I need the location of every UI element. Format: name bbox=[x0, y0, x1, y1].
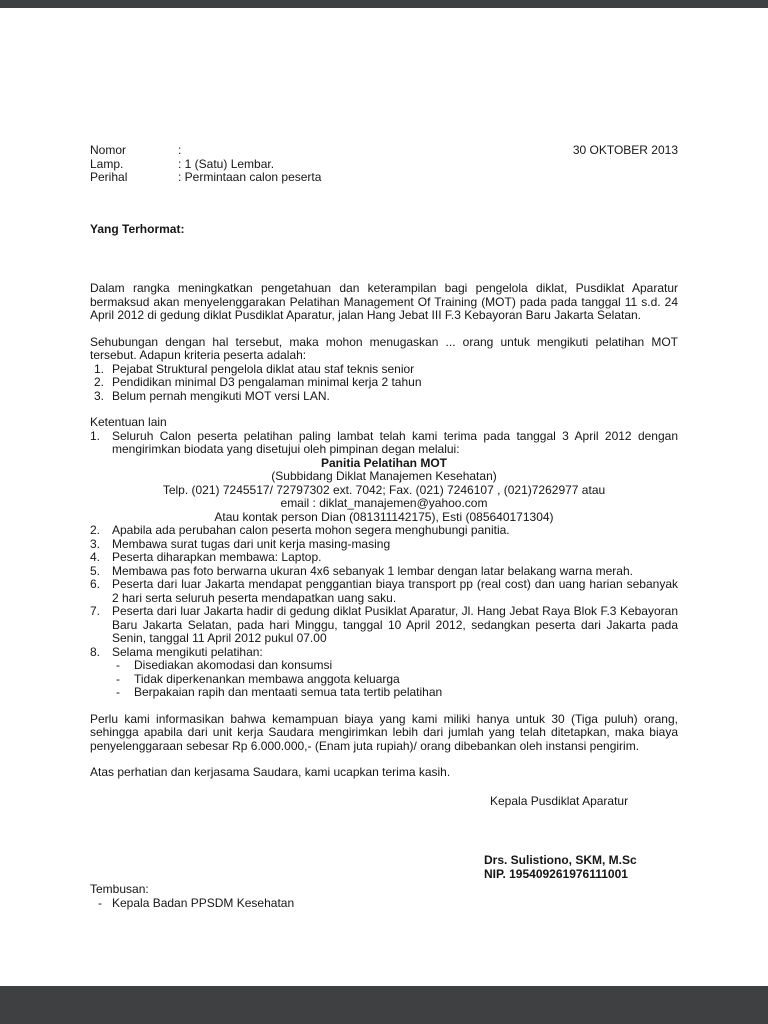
signature-name: Drs. Sulistiono, SKM, M.Sc bbox=[484, 853, 637, 867]
item-number: 4. bbox=[90, 550, 101, 564]
item-text: Tidak diperkenankan membawa anggota keluarga bbox=[134, 671, 400, 686]
item-number: 2. bbox=[94, 375, 105, 389]
tembusan-block bbox=[90, 883, 678, 910]
signature-nip: NIP. 195409261976111001 bbox=[484, 866, 628, 881]
letter-date: 30 OKTOBER 2013 bbox=[572, 143, 678, 157]
item-text: Membawa pas foto berwarna ukuran 4x6 sebanyak 1 lembar dengan latar belakang warna merah. bbox=[112, 563, 633, 578]
meta-label-perihal: Perihal bbox=[90, 170, 128, 184]
letter-meta bbox=[90, 144, 678, 185]
ketentuan-item bbox=[90, 524, 678, 538]
ketentuan-item bbox=[90, 551, 678, 565]
training-rule-item bbox=[112, 686, 678, 700]
committee-title: Panitia Pelatihan MOT bbox=[320, 455, 448, 470]
item-text: Selama mengikuti pelatihan: bbox=[112, 644, 263, 659]
signature-block bbox=[484, 854, 678, 881]
ketentuan-item bbox=[90, 538, 678, 552]
training-rule-item bbox=[112, 673, 678, 687]
item-text: Pejabat Struktural pengelola diklat atau staf teknis senior bbox=[112, 361, 415, 376]
tembusan-text: Kepala Badan PPSDM Kesehatan bbox=[112, 895, 295, 910]
dash-bullet: - bbox=[116, 671, 120, 686]
meta-label-lamp: Lamp. bbox=[90, 156, 124, 171]
paragraph-funding: Perlu kami informasikan bahwa kemampuan biaya yang kami miliki hanya untuk 30 (Tiga puluh) orang, sehingga apabila dari unit kerja Saudara mengirimkan lebih dari jumlah yang telah ditetapkan, maka biaya penyelenggaraan sebesar Rp 6.000.000,- (Enam juta rupiah)/ orang dibebankan oleh instansi pengirim. bbox=[90, 711, 678, 753]
item-number: 3. bbox=[90, 536, 101, 551]
letter-page bbox=[0, 8, 768, 986]
paragraph-closing: Atas perhatian dan kerjasama Saudara, kami ucapkan terima kasih. bbox=[90, 765, 451, 779]
meta-value-lamp: : 1 (Satu) Lembar. bbox=[178, 156, 275, 171]
tembusan-heading: Tembusan: bbox=[90, 882, 149, 896]
item-text: Membawa surat tugas dari unit kerja masing-masing bbox=[112, 536, 391, 551]
item-number: 2. bbox=[90, 523, 101, 537]
committee-contact: Atau kontak person Dian (081311142175), Esti (085640171304) bbox=[214, 509, 554, 524]
item-text: Belum pernah mengikuti MOT versi LAN. bbox=[112, 388, 330, 403]
item-text: Peserta diharapkan membawa: Laptop. bbox=[112, 550, 322, 564]
item-number: 5. bbox=[90, 563, 101, 578]
training-rule-item bbox=[112, 659, 678, 673]
paragraph-request: Sehubungan dengan hal tersebut, maka mohon menugaskan ... orang untuk mengikuti pelatihan MOT tersebut. Adapun kriteria peserta adalah: bbox=[90, 334, 678, 362]
ketentuan-item bbox=[90, 565, 678, 579]
meta-row-nomor bbox=[90, 144, 678, 158]
criteria-list bbox=[90, 363, 678, 404]
committee-email: email : diklat_manajemen@yahoo.com bbox=[280, 496, 488, 510]
item-number: 8. bbox=[90, 644, 101, 659]
viewer-bottom-bar bbox=[0, 986, 768, 1024]
committee-phone: Telp. (021) 7245517/ 72797302 ext. 7042; Fax. (021) 7246107 , (021)7262977 atau bbox=[162, 482, 606, 497]
committee-subtitle: (Subbidang Diklat Manajemen Kesehatan) bbox=[271, 469, 497, 483]
item-number: 3. bbox=[94, 388, 105, 403]
viewer-top-bar bbox=[0, 0, 768, 8]
ketentuan-item bbox=[90, 578, 678, 605]
item-text: Pendidikan minimal D3 pengalaman minimal kerja 2 tahun bbox=[112, 375, 422, 389]
item-number: 6. bbox=[90, 577, 101, 591]
item-number: 1. bbox=[94, 361, 105, 376]
item-text: Peserta dari luar Jakarta hadir di gedung diklat Pusiklat Aparatur, Jl. Hang Jebat Raya Blok F.3 Kebayoran Baru Jakarta Selatan, pada hari Minggu, tanggal 10 April 2012, sedangkan peserta dari Jakarta pada Senin, tanggal 11 April 2012 pukul 07.00 bbox=[112, 604, 678, 645]
ketentuan-item bbox=[90, 430, 678, 457]
meta-row-perihal bbox=[90, 171, 678, 185]
ketentuan-heading: Ketentuan lain bbox=[90, 415, 167, 429]
tembusan-item bbox=[90, 897, 678, 911]
criteria-item bbox=[90, 390, 678, 404]
item-number: 1. bbox=[90, 428, 101, 443]
meta-label-nomor: Nomor bbox=[90, 143, 127, 157]
meta-row-lamp bbox=[90, 158, 678, 172]
ketentuan-list bbox=[90, 430, 678, 700]
item-number: 7. bbox=[90, 604, 101, 618]
dash-bullet: - bbox=[98, 895, 102, 910]
criteria-item bbox=[90, 376, 678, 390]
criteria-item bbox=[90, 363, 678, 377]
signature-title: Kepala Pusdiklat Aparatur bbox=[490, 793, 629, 808]
item-text: Apabila ada perubahan calon peserta mohon segera menghubungi panitia. bbox=[112, 523, 510, 537]
item-text: Berpakaian rapih dan mentaati semua tata tertib pelatihan bbox=[134, 685, 443, 699]
item-text: Seluruh Calon peserta pelatihan paling lambat telah kami terima pada tanggal 3 April 2012 dengan mengirimkan biodata yang disetujui oleh pimpinan degan melalui: bbox=[112, 428, 678, 456]
training-rules-list bbox=[90, 659, 678, 700]
committee-block bbox=[90, 457, 678, 525]
item-text: Peserta dari luar Jakarta mendapat penggantian biaya transport pp (real cost) dan uang harian sebanyak 2 hari serta seluruh peserta mendapatkan uang saku. bbox=[112, 577, 678, 605]
meta-value-perihal: : Permintaan calon peserta bbox=[178, 170, 322, 184]
paragraph-intro: Dalam rangka meningkatkan pengetahuan dan keterampilan bagi pengelola diklat, Pusdiklat Aparatur bermaksud akan menyelenggarakan Pelatihan Management Of Training (MOT) pada pada tanggal 11 s.d. 24 April 2012 di gedung diklat Pusdiklat Aparatur, jalan Hang Jebat III F.3 Kebayoran Baru Jakarta Selatan. bbox=[90, 281, 678, 322]
salutation: Yang Terhormat: bbox=[90, 221, 185, 236]
meta-value-nomor: : bbox=[178, 143, 182, 157]
item-text: Disediakan akomodasi dan konsumsi bbox=[134, 658, 333, 672]
ketentuan-item bbox=[90, 605, 678, 646]
ketentuan-item bbox=[90, 646, 678, 660]
dash-bullet: - bbox=[116, 685, 120, 699]
dash-bullet: - bbox=[116, 658, 120, 672]
